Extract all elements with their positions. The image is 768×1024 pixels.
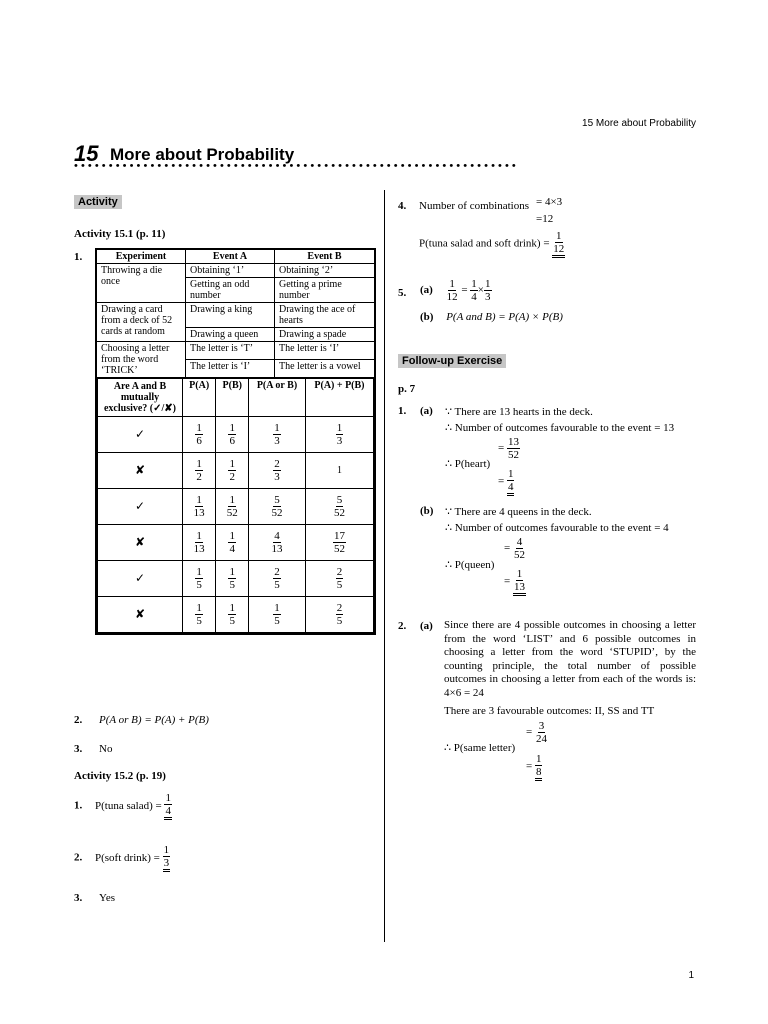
- probability-cell-paorb: [249, 525, 306, 561]
- q4-eq2: =12: [536, 213, 554, 225]
- e1b-prob: ∴ P(queen): [445, 559, 495, 571]
- e1a-eq1: = $\frac{13}{52}$: [498, 436, 519, 461]
- e1b-line1: ∵ There are 4 queens in the deck.: [445, 506, 592, 518]
- e2a-frac2: $\frac{1}{8}$: [535, 753, 543, 781]
- subtable-row: [98, 525, 374, 561]
- item3-label: 3.: [74, 743, 83, 755]
- event-cell: Obtaining ‘1’: [186, 264, 275, 278]
- event-cell: Drawing a king: [186, 303, 275, 328]
- experiment-cell: Choosing a letter from the word ‘TRICK’: [96, 342, 186, 378]
- e2a-prob: ∴ P(same letter): [444, 742, 516, 754]
- e1a-frac2: $\frac{1}{4}$: [507, 468, 515, 496]
- probability-cell-sum: 1: [305, 453, 373, 489]
- exclusive-mark: ✘: [98, 525, 183, 561]
- probability-cell-pa: [183, 525, 216, 561]
- fraction: $\frac{2}{5}$: [336, 566, 343, 591]
- sub-header-sum: P(A) + P(B): [305, 379, 373, 417]
- q4-fraction: $\frac{1}{12}$: [552, 230, 565, 258]
- probability-cell-pa: [183, 453, 216, 489]
- fraction: $\frac{1}{3}$: [336, 422, 343, 447]
- event-cell: The letter is ‘T’: [186, 342, 275, 360]
- probability-cell-paorb: [249, 417, 306, 453]
- q5-label: 5.: [398, 287, 407, 299]
- a2-item3-label: 3.: [74, 892, 83, 904]
- probability-cell-pb: [216, 417, 249, 453]
- probability-cell-pa: [183, 489, 216, 525]
- q5a-frac2: $\frac{1}{4}$: [471, 278, 477, 303]
- exclusive-mark: ✓: [98, 489, 183, 525]
- fraction: $\frac{17}{52}$: [333, 530, 345, 555]
- sub-header-paorb: P(A or B): [249, 379, 306, 417]
- fraction: $\frac{4}{13}$: [271, 530, 283, 555]
- item1-label: 1.: [74, 251, 83, 263]
- item3-text: No: [99, 743, 113, 755]
- probability-cell-paorb: [249, 489, 306, 525]
- activity1-heading: Activity 15.1 (p. 11): [74, 228, 166, 240]
- fraction: $\frac{2}{3}$: [274, 458, 280, 483]
- e2a-line2: There are 3 favourable outcomes: II, SS and TT: [444, 705, 655, 717]
- a2-item2-text: P(soft drink) =: [95, 851, 160, 864]
- q5b-text: P(A and B) = P(A) × P(B): [446, 311, 563, 323]
- probability-cell-pa: [183, 417, 216, 453]
- probability-subtable: [97, 378, 374, 633]
- e1-label: 1.: [398, 405, 407, 417]
- fraction: $\frac{1}{13}$: [193, 530, 205, 555]
- chapter-number: 15: [74, 141, 99, 166]
- exclusive-mark: ✓: [98, 417, 183, 453]
- probability-cell-sum: [305, 561, 373, 597]
- subtable-row: [98, 489, 374, 525]
- sub-header-exclusive: Are A and B mutually exclusive? (✓/✘): [98, 379, 183, 417]
- q5a-label: (a): [420, 284, 433, 297]
- fraction: $\frac{2}{5}$: [274, 566, 280, 591]
- e1b-line2: ∴ Number of outcomes favourable to the event = 4: [445, 522, 669, 534]
- subtable-row: [98, 561, 374, 597]
- fraction: $\frac{1}{6}$: [196, 422, 202, 447]
- subtable-row: [98, 453, 374, 489]
- a2-item1-label: 1.: [74, 799, 83, 812]
- a2-item1-text: P(tuna salad) =: [95, 799, 162, 812]
- page-ref: p. 7: [398, 383, 416, 395]
- fraction: $\frac{1}{5}$: [196, 566, 202, 591]
- q4-prob-text: P(tuna salad and soft drink) =: [419, 237, 550, 250]
- column-divider: [384, 190, 385, 942]
- fraction: $\frac{5}{52}$: [333, 494, 345, 519]
- fraction: $\frac{1}{5}$: [274, 602, 280, 627]
- e1a-eq2: = $\frac{1}{4}$: [498, 468, 514, 496]
- subtable-row: [98, 597, 374, 633]
- probability-cell-sum: [305, 417, 373, 453]
- probability-cell-pa: [183, 597, 216, 633]
- sub-header-pb: P(B): [216, 379, 249, 417]
- event-cell: Drawing a spade: [275, 328, 376, 342]
- probability-cell-paorb: [249, 561, 306, 597]
- fraction: $\frac{1}{52}$: [226, 494, 238, 519]
- exclusive-mark: ✓: [98, 561, 183, 597]
- event-cell: Drawing a queen: [186, 328, 275, 342]
- probability-cell-pb: [216, 525, 249, 561]
- a2-item3: [74, 892, 115, 904]
- q5b: [420, 311, 563, 323]
- a2-item2: [74, 844, 170, 872]
- event-cell: Getting an odd number: [186, 278, 275, 303]
- fraction: $\frac{1}{5}$: [196, 602, 202, 627]
- dotted-rule: ••••••••••••••••••••••••••••••••••••••••••••••••••••••••••••••••: [74, 160, 519, 172]
- header-experiment: Experiment: [96, 249, 186, 264]
- probability-cell-sum: [305, 489, 373, 525]
- q5b-label: (b): [420, 311, 434, 323]
- e1b-frac2: $\frac{1}{13}$: [513, 568, 526, 596]
- probability-cell-pb: [216, 453, 249, 489]
- probability-cell-pb: [216, 489, 249, 525]
- probability-cell-pb: [216, 561, 249, 597]
- fraction: $\frac{1}{6}$: [229, 422, 235, 447]
- e1b-eq1: = $\frac{4}{52}$: [504, 536, 525, 561]
- fraction: $\frac{1}{13}$: [193, 494, 205, 519]
- exclusive-mark: ✘: [98, 453, 183, 489]
- probability-cell-pb: [216, 597, 249, 633]
- q4-label: 4.: [398, 200, 407, 212]
- page-number: 1: [688, 970, 694, 981]
- event-cell: Getting a prime number: [275, 278, 376, 303]
- a2-item1: [74, 792, 172, 820]
- subtable-row: [98, 417, 374, 453]
- e1a-line1: ∵ There are 13 hearts in the deck.: [445, 406, 593, 418]
- e1a-label: (a): [420, 405, 433, 417]
- e1b-eq2: = $\frac{1}{13}$: [504, 568, 526, 596]
- event-cell: The letter is ‘I’: [275, 342, 376, 360]
- sub-header-pa: P(A): [183, 379, 216, 417]
- e1a-prob: ∴ P(heart): [445, 458, 491, 470]
- event-cell: Obtaining ‘2’: [275, 264, 376, 278]
- item3: [74, 743, 112, 755]
- header-event-a: Event A: [186, 249, 275, 264]
- e2-label: 2.: [398, 620, 407, 632]
- event-cell: Drawing the ace of hearts: [275, 303, 376, 328]
- a2-item1-fraction: $\frac{1}{4}$: [164, 792, 172, 820]
- probability-cell-sum: [305, 525, 373, 561]
- fraction: $\frac{5}{52}$: [271, 494, 283, 519]
- followup-tag: Follow-up Exercise: [398, 354, 506, 368]
- event-cell: The letter is ‘I’: [186, 360, 275, 378]
- fraction: $\frac{1}{2}$: [229, 458, 235, 483]
- e2a-paragraph: Since there are 4 possible outcomes in choosing a letter from the word ‘LIST’ and 6 possible outcomes in choosing a letter from the word ‘STUPID’, by the counting principle, the total number of possible outcomes in choosing a letter from each of the words is: 4×6 = 24: [444, 619, 696, 699]
- q4-eq1: = 4×3: [536, 196, 563, 208]
- fraction: $\frac{2}{5}$: [336, 602, 343, 627]
- fraction: $\frac{1}{3}$: [274, 422, 280, 447]
- e1a-frac1: $\frac{13}{52}$: [507, 436, 519, 461]
- probability-cell-sum: [305, 597, 373, 633]
- q4-text: Number of combinations: [419, 200, 529, 212]
- chapter-title: More about Probability: [110, 145, 295, 164]
- q5a: (a) $\frac{1}{12}$ = $\frac{1}{4}$ × $\frac{1}{3}$: [420, 278, 491, 303]
- a2-item3-text: Yes: [99, 892, 116, 904]
- e2a-eq1: = $\frac{3}{24}$: [526, 720, 547, 745]
- probability-cell-paorb: [249, 453, 306, 489]
- experiment-cell: Throwing a die once: [96, 264, 186, 303]
- activity2-heading: Activity 15.2 (p. 19): [74, 770, 166, 782]
- fraction: $\frac{1}{5}$: [229, 566, 235, 591]
- running-head: 15 More about Probability: [582, 118, 696, 129]
- probability-cell-pa: [183, 561, 216, 597]
- e2a-frac1: $\frac{3}{24}$: [535, 720, 547, 745]
- fraction: $\frac{1}{5}$: [229, 602, 235, 627]
- exclusive-mark: ✘: [98, 597, 183, 633]
- e1b-label: (b): [420, 505, 434, 517]
- fraction: $\frac{1}{2}$: [196, 458, 202, 483]
- activity-table: [95, 248, 376, 635]
- e1a-line2: ∴ Number of outcomes favourable to the event = 13: [445, 422, 675, 434]
- a2-item2-label: 2.: [74, 851, 83, 864]
- fraction: $\frac{1}{4}$: [229, 530, 235, 555]
- e1b-frac1: $\frac{4}{52}$: [513, 536, 525, 561]
- q4-prob: [419, 230, 565, 258]
- item2: [74, 714, 209, 726]
- activity-tag: Activity: [74, 195, 122, 209]
- header-event-b: Event B: [275, 249, 376, 264]
- experiment-cell: Drawing a card from a deck of 52 cards at random: [96, 303, 186, 342]
- item2-label: 2.: [74, 714, 83, 726]
- e2a-eq2: = $\frac{1}{8}$: [526, 753, 542, 781]
- event-cell: The letter is a vowel: [275, 360, 376, 378]
- item2-text: P(A or B) = P(A) + P(B): [99, 714, 209, 726]
- probability-cell-paorb: [249, 597, 306, 633]
- a2-item2-fraction: $\frac{1}{3}$: [163, 844, 171, 872]
- q5a-frac3: $\frac{1}{3}$: [485, 278, 491, 303]
- q5a-frac1: $\frac{1}{12}$: [446, 278, 458, 303]
- e2a-label: (a): [420, 620, 433, 632]
